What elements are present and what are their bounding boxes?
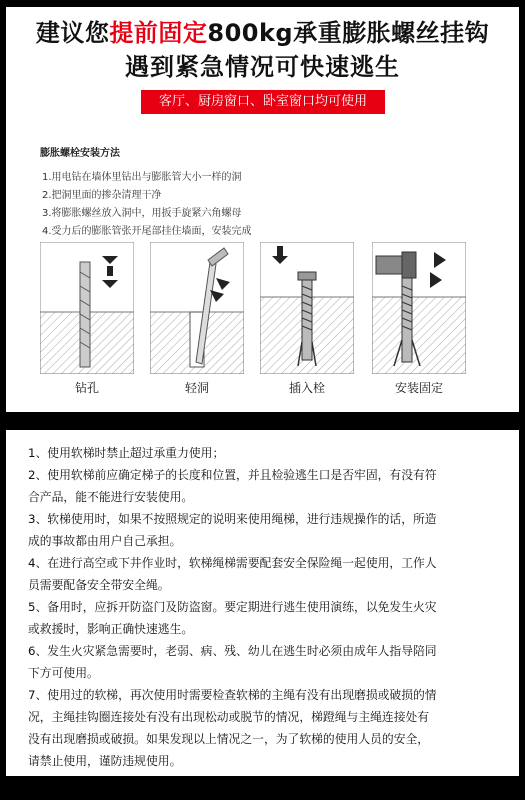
note-line: 员需要配备安全带安全绳。	[28, 578, 170, 592]
note-line: 3、软梯使用时，如果不按照规定的说明来使用绳梯，进行违规操作的话，所造	[28, 512, 437, 526]
wrench-tighten-icon	[372, 242, 466, 374]
install-step-1: 1.用电钻在墙体里钻出与膨胀管大小一样的洞	[42, 172, 242, 183]
note-line: 成的事故都由用户自己承担。	[28, 534, 182, 548]
diagram-label-drill: 钻孔	[74, 381, 99, 395]
note-line: 7、使用过的软梯，再次使用时需要检查软梯的主绳有没有出现磨损或破损的情	[28, 688, 437, 702]
safety-notes-panel	[6, 430, 519, 776]
note-line: 没有出现磨损或破损。如果发现以上情况之一，为了软梯的使用人员的安全，	[28, 732, 430, 746]
diagram-label-fix: 安装固定	[394, 381, 443, 395]
install-step-2: 2.把洞里面的掺杂清理干净	[42, 190, 162, 201]
note-line: 2、使用软梯前应确定梯子的长度和位置，并且检验逃生口是否牢固，有没有符	[28, 468, 437, 482]
usage-banner: 客厅、厨房窗口、卧室窗口均可使用	[141, 90, 385, 114]
insert-bolt-icon	[260, 242, 354, 374]
headline-line-2: 遇到紧急情况可快速逃生	[125, 53, 400, 81]
note-line: 4、在进行高空或下井作业时，软梯绳梯需要配套安全保险绳一起使用，工作人	[28, 556, 437, 570]
note-line: 况，主绳挂钩圈连接处有没有出现松动或脱节的情况，梯蹬绳与主绳连接处有	[28, 710, 430, 724]
drill-icon	[40, 242, 134, 374]
headline-prefix: 建议您	[35, 19, 110, 47]
note-line: 5、备用时，应拆开防盗门及防盗窗。要定期进行逃生使用演练，以免发生火灾	[28, 600, 437, 614]
install-step-4: 4.受力后的膨胀管张开尾部挂住墙面，安装完成	[42, 226, 252, 237]
install-title: 膨胀螺栓安装方法	[40, 148, 120, 159]
note-line: 下方可使用。	[28, 666, 99, 680]
install-step-3: 3.将膨胀螺丝放入洞中，用扳手旋紧六角螺母	[42, 208, 242, 219]
note-line: 或救援时，影响正确快速逃生。	[28, 622, 194, 636]
headline-line-1	[6, 13, 519, 48]
note-line: 6、发生火灾紧急需要时，老弱、病、残、幼儿在逃生时必须由成年人指导陪同	[28, 644, 437, 658]
note-line: 请禁止使用，谨防违规使用。	[28, 754, 182, 768]
diagram-label-clean: 轻洞	[184, 381, 209, 395]
info-panel	[6, 7, 519, 412]
hole-cleaning-icon	[150, 242, 244, 374]
headline-accent: 提前固定	[109, 19, 208, 47]
note-line: 合产品，能不能进行安装使用。	[28, 490, 194, 504]
headline-suffix: 800kg承重膨胀螺丝挂钩	[207, 19, 490, 47]
note-line: 1、使用软梯时禁止超过承重力使用；	[28, 446, 225, 460]
diagram-label-insert: 插入栓	[288, 381, 325, 395]
